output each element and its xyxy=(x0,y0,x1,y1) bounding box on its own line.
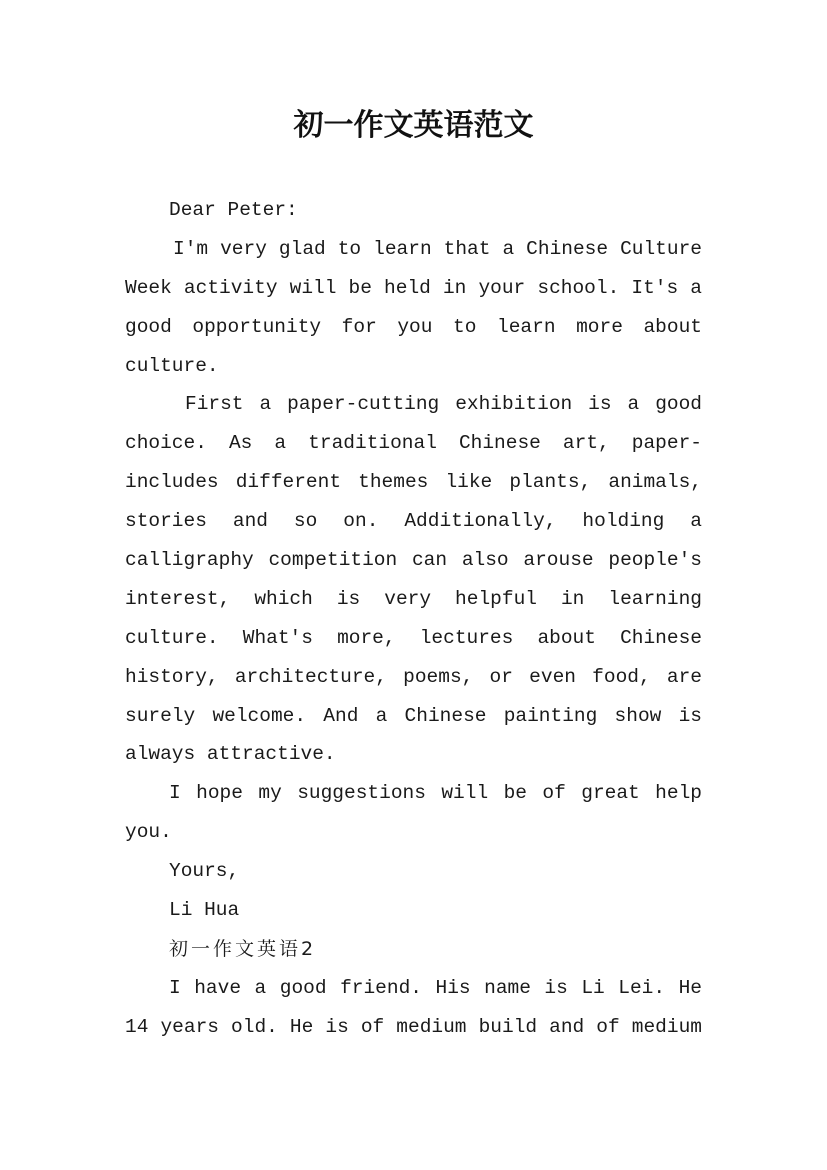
paragraph-line: always attractive. xyxy=(125,743,336,766)
paragraph-line: stories and so on. Additionally, holding a xyxy=(125,510,702,533)
closing: Yours, xyxy=(169,860,240,883)
document-title: 初一作文英语范文 xyxy=(293,108,534,143)
section-heading: 初一作文英语2 xyxy=(169,937,317,960)
paragraph-line: interest, which is very helpful in learning xyxy=(125,587,702,610)
document-body xyxy=(125,191,702,1047)
salutation: Dear Peter: xyxy=(169,199,298,221)
paragraph-line: Week activity will be held in your school. It's a xyxy=(125,276,702,299)
paragraph-line: good opportunity for you to learn more about xyxy=(125,315,702,338)
paragraph-line: history, architecture, poems, or even food, are xyxy=(125,665,702,688)
paragraph-line: culture. What's more, lectures about Chinese xyxy=(125,626,702,649)
signature: Li Hua xyxy=(169,899,240,922)
paragraph-line: choice. As a traditional Chinese art, paper- xyxy=(125,432,702,455)
paragraph-line: First a paper-cutting exhibition is a good xyxy=(185,393,702,416)
paragraph-line: you. xyxy=(125,821,172,844)
paragraph-line: 14 years old. He is of medium build and of medium xyxy=(125,1015,702,1038)
paragraph-line: I have a good friend. His name is Li Lei. He xyxy=(169,976,702,999)
paragraph-line: I'm very glad to learn that a Chinese Culture xyxy=(173,237,702,260)
paragraph-line: calligraphy competition can also arouse people's xyxy=(125,549,702,572)
paragraph-line: culture. xyxy=(125,354,219,377)
paragraph-line: surely welcome. And a Chinese painting show is xyxy=(125,704,702,727)
paragraph-line: includes different themes like plants, animals, xyxy=(125,471,702,494)
paragraph-line: I hope my suggestions will be of great help xyxy=(169,782,702,805)
